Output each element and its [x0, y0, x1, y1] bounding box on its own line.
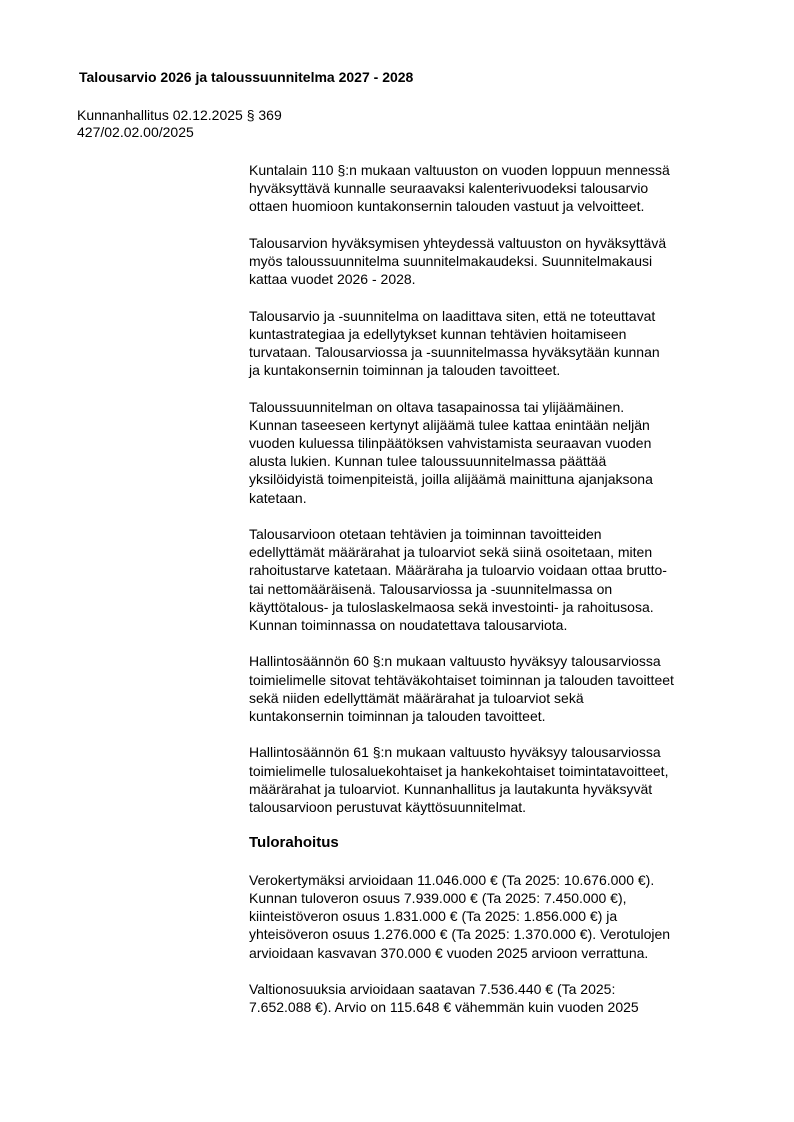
text-line: ja kuntakonsernin toiminnan ja talouden tavoitteet.	[249, 362, 561, 379]
paragraph-strategy	[249, 307, 749, 380]
text-line: Hallintosäännön 60 §:n mukaan valtuusto hyväksyy talousarviossa	[249, 653, 661, 670]
text-line: Talousarvion hyväksymisen yhteydessä valtuuston on hyväksyttävä	[249, 234, 667, 251]
document-body	[249, 161, 749, 1035]
paragraph-governance-61	[249, 743, 749, 816]
text-line: Talousarvioon otetaan tehtävien ja toiminnan tavoitteiden	[249, 526, 602, 542]
section-heading-tulorahoitus: Tulorahoitus	[249, 834, 339, 852]
text-line: kattaa vuodet 2026 - 2028.	[249, 271, 416, 288]
text-line: yhteisöveron osuus 1.276.000 € (Ta 2025: 1.370.000 €). Verotulojen	[249, 926, 671, 943]
text-line: Kunnan taseeseen kertynyt alijäämä tulee kattaa enintään neljän	[249, 416, 650, 433]
text-line: katetaan.	[249, 489, 307, 506]
text-line: Talousarvio ja -suunnitelma on laadittava siten, että ne toteuttavat	[249, 307, 656, 324]
text-line: määrärahat ja tuloarviot. Kunnanhallitus ja lautakunta hyväksyvät	[249, 780, 653, 797]
paragraph-budget-obligation	[249, 161, 749, 216]
paragraph-tax-revenue	[249, 871, 749, 962]
document-title: Talousarvio 2026 ja taloussuunnitelma 2027 - 2028	[79, 69, 414, 85]
text-line: sekä niiden edellyttämät määrärahat ja tuloarviot sekä	[249, 689, 584, 706]
text-line: 7.652.088 €). Arvio on 115.648 € vähemmän kuin vuoden 2025	[249, 999, 639, 1016]
text-line: kuntastrategiaa ja edellytykset kunnan tehtävien hoitamiseen	[249, 325, 627, 342]
text-line: Kuntalain 110 §:n mukaan valtuuston on vuoden loppuun mennessä	[249, 162, 670, 178]
text-line: talousarvioon perustuvat käyttösuunnitelmat.	[249, 799, 527, 816]
paragraph-balance	[249, 398, 749, 507]
text-line: Kunnan toiminnassa on noudatettava talousarviota.	[249, 617, 568, 634]
text-line: Kunnan tuloveron osuus 7.939.000 € (Ta 2025: 7.450.000 €),	[249, 890, 627, 906]
meeting-reference: Kunnanhallitus 02.12.2025 § 369	[77, 107, 282, 123]
text-line: rahoitustarve katetaan. Määräraha ja tuloarvio voidaan ottaa brutto-	[249, 562, 667, 579]
text-line: Valtionosuuksia arvioidaan saatavan 7.536.440 € (Ta 2025:	[249, 981, 616, 997]
paragraph-governance-60	[249, 652, 749, 725]
text-line: kiinteistöveron osuus 1.831.000 € (Ta 2025: 1.856.000 €) ja	[249, 908, 618, 925]
text-line: turvataan. Talousarviossa ja -suunnitelmassa hyväksytään kunnan	[249, 344, 660, 360]
text-line: kuntakonsernin toiminnan ja talouden tavoitteet.	[249, 708, 546, 725]
paragraph-financial-plan	[249, 234, 749, 289]
text-line: alusta lukien. Kunnan tulee taloussuunnitelmassa päättää	[249, 453, 607, 470]
text-line: Verokertymäksi arvioidaan 11.046.000 € (Ta 2025: 10.676.000 €).	[249, 871, 655, 888]
paragraph-state-grants	[249, 980, 749, 1016]
text-line: myös taloussuunnitelma suunnitelmakaudeksi. Suunnitelmakausi	[249, 253, 653, 269]
text-line: edellyttämät määrärahat ja tuloarviot sekä siinä osoitetaan, miten	[249, 544, 653, 561]
text-line: arvioidaan kasvavan 370.000 € vuoden 2025 arvioon verrattuna.	[249, 944, 649, 961]
text-line: toimielimelle tulosaluekohtaiset ja hankekohtaiset toimintatavoitteet,	[249, 762, 669, 779]
text-line: tai nettomääräisenä. Talousarviossa ja -suunnitelmassa on	[249, 580, 613, 597]
paragraph-appropriations	[249, 525, 749, 634]
text-line: ottaen huomioon kuntakonsernin talouden vastuut ja velvoitteet.	[249, 198, 645, 215]
text-line: vuoden kuluessa tilinpäätöksen vahvistamista seuraavan vuoden	[249, 435, 652, 451]
text-line: käyttötalous- ja tuloslaskelmaosa sekä investointi- ja rahoitusosa.	[249, 598, 654, 615]
diary-number: 427/02.02.00/2025	[77, 124, 194, 140]
text-line: Taloussuunnitelman on oltava tasapainossa tai ylijäämäinen.	[249, 398, 625, 415]
text-line: hyväksyttävä kunnalle seuraavaksi kalenterivuodeksi talousarvio	[249, 180, 649, 197]
text-line: yksilöidyistä toimenpiteistä, joilla alijäämä mainittuna ajanjaksona	[249, 471, 653, 488]
text-line: Hallintosäännön 61 §:n mukaan valtuusto hyväksyy talousarviossa	[249, 744, 661, 761]
text-line: toimielimelle sitovat tehtäväkohtaiset toiminnan ja talouden tavoitteet	[249, 671, 674, 688]
